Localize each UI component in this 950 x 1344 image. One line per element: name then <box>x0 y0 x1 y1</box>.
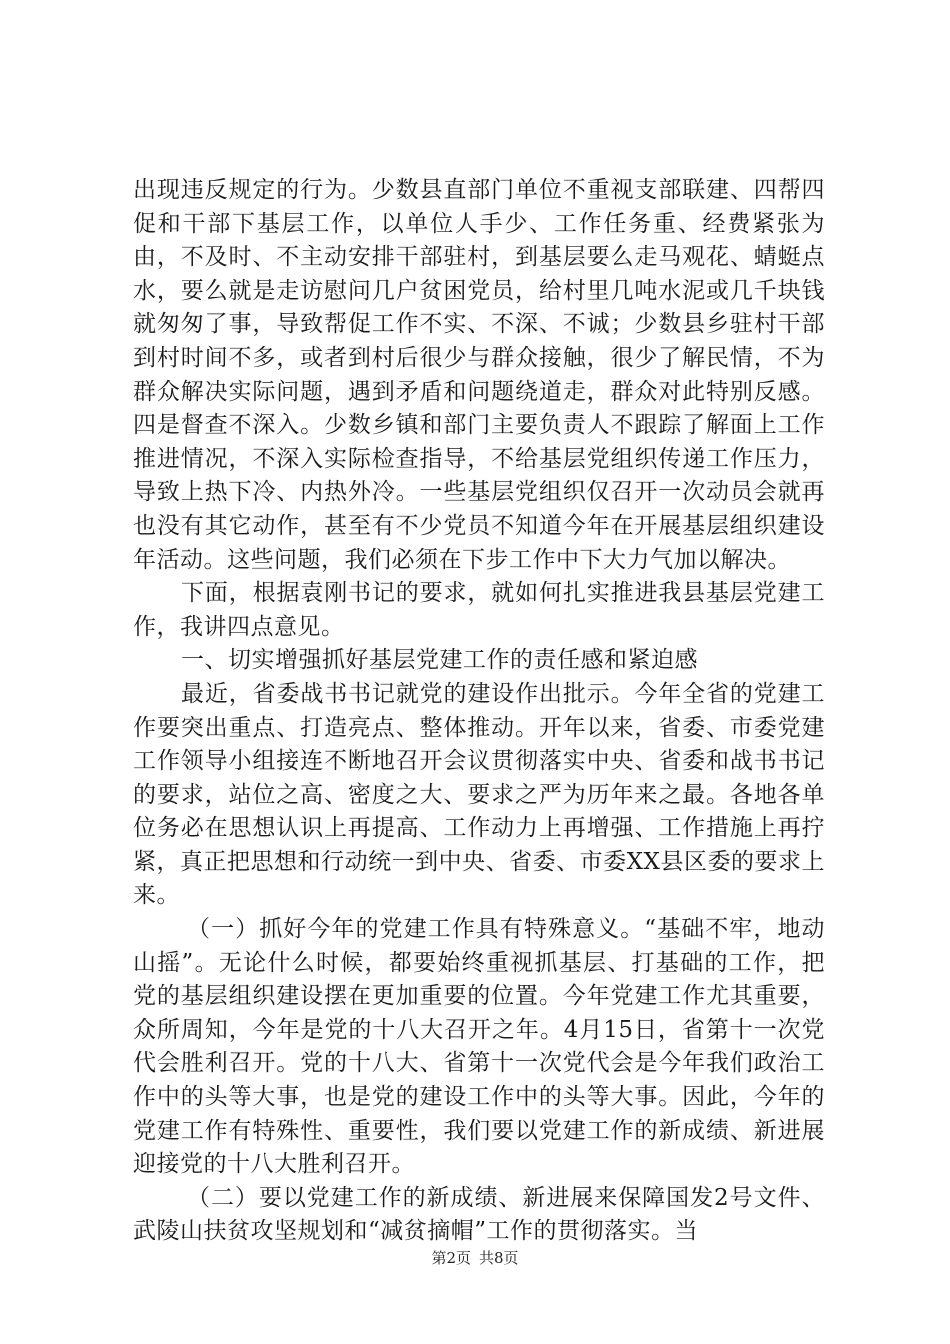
paragraph-intro: 下面，根据袁刚书记的要求，就如何扎实推进我县基层党建工作，我讲四点意见。 <box>133 580 825 640</box>
page-footer <box>0 1248 950 1268</box>
subsection-1: （一）抓好今年的党建工作具有特殊意义。“基础不牢，地动山摇”。无论什么时候，都要始终重视抓基层、打基础的工作，把党的基层组织建设摆在更加重要的位置。今年党建工作尤其重要，众所周知，今年是党的十八大召开之年。4月15日，省第十一次党代会胜利召开。党的十八大、省第十一次党代会是今年我们政治工作中的头等大事，也是党的建设工作中的头等大事。因此，今年的党建工作有特殊性、重要性，我们要以党建工作的新成绩、新进展迎接党的十八大胜利召开。 <box>133 916 825 1178</box>
subsection-2: （二）要以党建工作的新成绩、新进展来保障国发2号文件、武陵山扶贫攻坚规划和“减贫摘帽”工作的贯彻落实。当 <box>133 1184 825 1245</box>
page-total: 共8页 <box>479 1249 519 1267</box>
paragraph-section-1: 最近，省委战书书记就党的建设作出批示。今年全省的党建工作要突出重点、打造亮点、整体推动。开年以来，省委、市委党建工作领导小组接连不断地召开会议贯彻落实中央、省委和战书书记的要求，站位之高、密度之大、要求之严为历年来之最。各地各单位务必在思想认识上再提高、工作动力上再增强、工作措施上再拧紧，真正把思想和行动统一到中央、省委、市委XX县区委的要求上来。 <box>133 680 825 909</box>
page-number: 第2页 <box>431 1249 471 1267</box>
paragraph-continuation: 出现违反规定的行为。少数县直部门单位不重视支部联建、四帮四促和干部下基层工作，以单位人手少、工作任务重、经费紧张为由，不及时、不主动安排干部驻村，到基层要么走马观花、蜻蜓点水，要么就是走访慰问几户贫困党员，给村里几吨水泥或几千块钱就匆匆了事，导致帮促工作不实、不深、不诚；少数县乡驻村干部到村时间不多，或者到村后很少与群众接触，很少了解民情，不为群众解决实际问题，遇到矛盾和问题绕道走，群众对此特别反感。四是督查不深入。少数乡镇和部门主要负责人不跟踪了解面上工作推进情况，不深入实际检查指导，不给基层党组织传递工作压力，导致上热下冷、内热外冷。一些基层党组织仅召开一次动员会就再也没有其它动作，甚至有不少党员不知道今年在开展基层组织建设年活动。这些问题，我们必须在下步工作中下大力气加以解决。 <box>133 177 825 573</box>
document-body <box>133 174 825 1249</box>
section-heading-1: 一、切实增强抓好基层党建工作的责任感和紧迫感 <box>181 647 698 674</box>
